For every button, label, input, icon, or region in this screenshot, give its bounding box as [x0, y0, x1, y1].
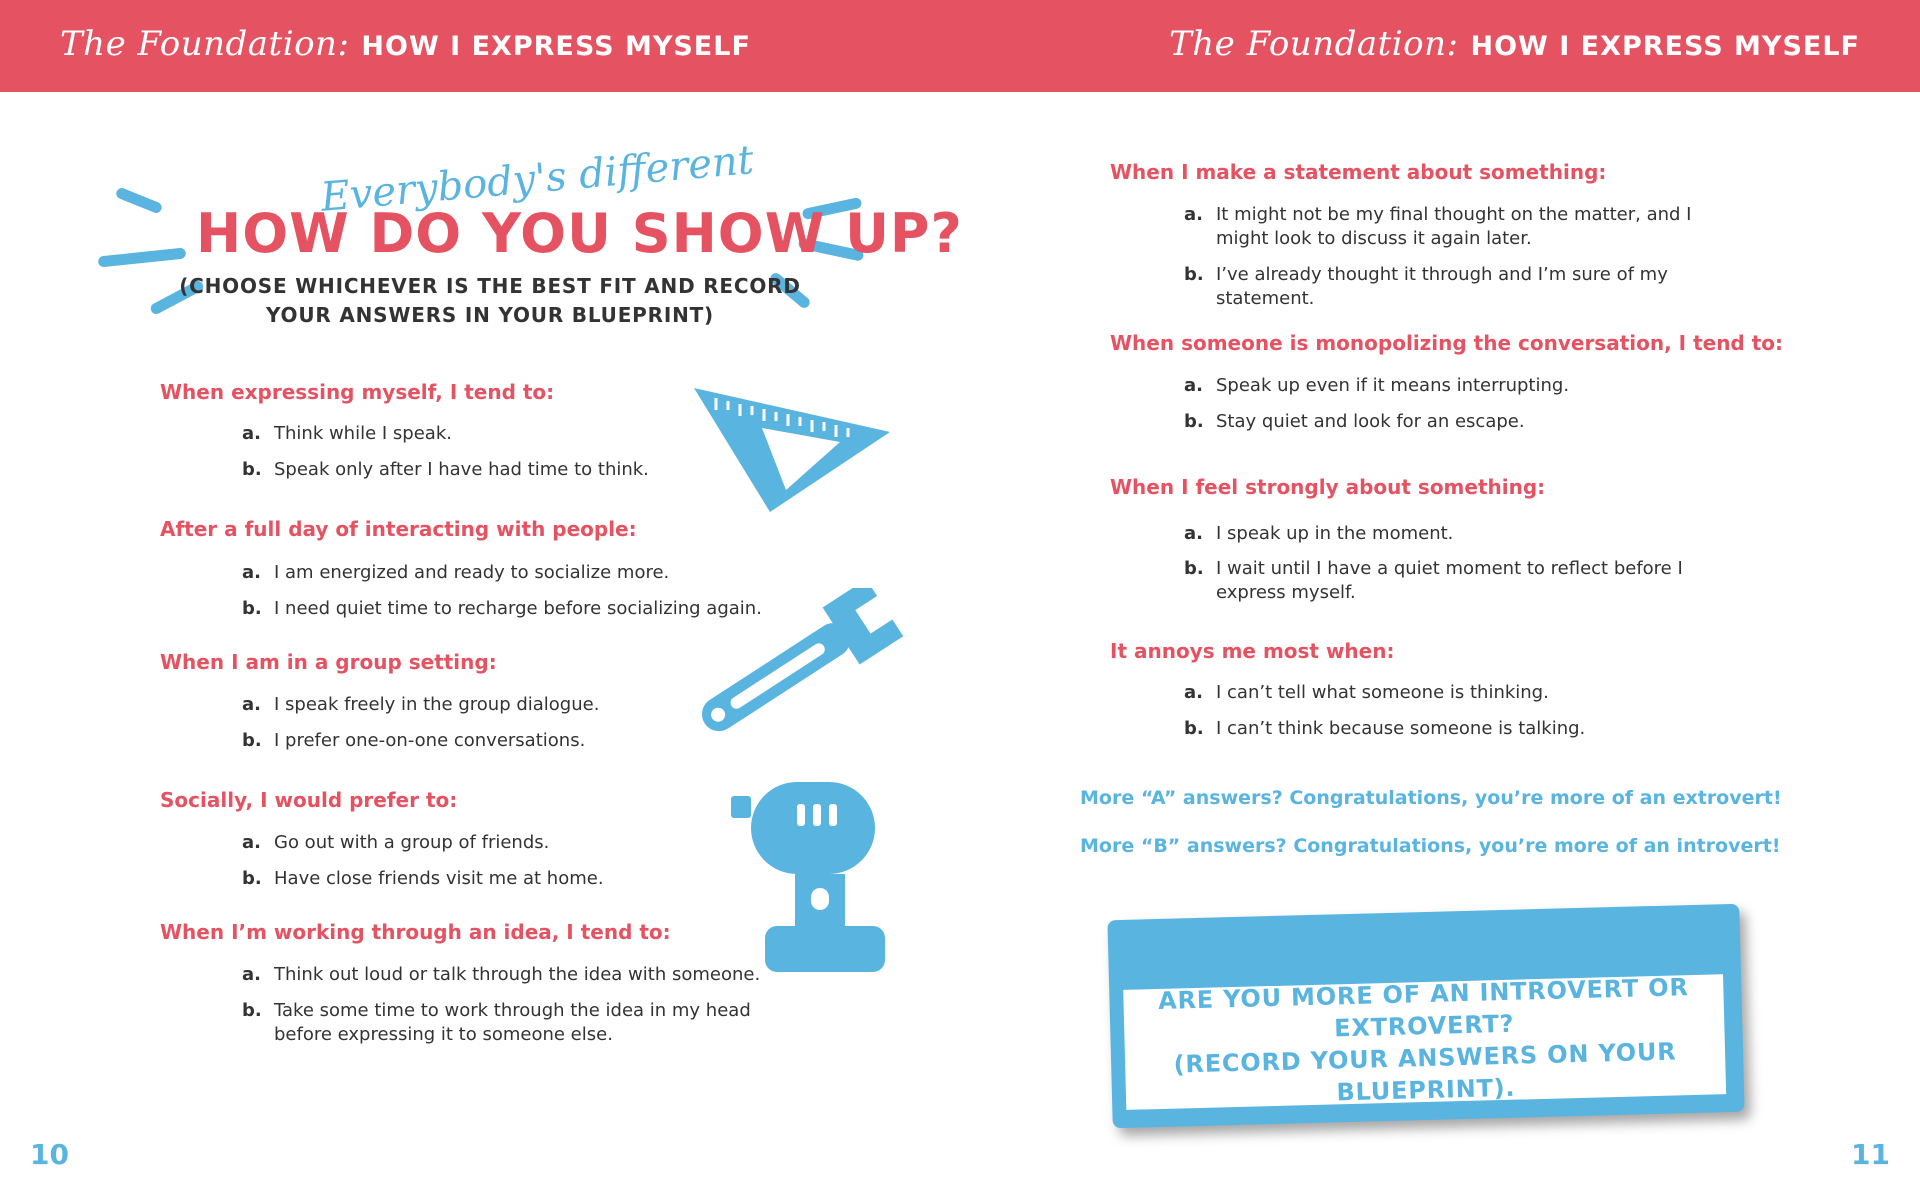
option-text: It might not be my final thought on the matter, and I might look to discuss it again later.: [1216, 204, 1692, 249]
option-text: Go out with a group of friends.: [274, 832, 550, 853]
question-heading: It annoys me most when:: [1110, 639, 1395, 663]
subtitle-line-1: (CHOOSE WHICHEVER IS THE BEST FIT AND RECORD: [179, 274, 801, 298]
option-text: Speak only after I have had time to think.: [274, 459, 649, 480]
answer-option-a: [242, 561, 802, 585]
answer-option-b: [1184, 263, 1764, 311]
answer-option-b: [1184, 717, 1744, 741]
option-text: Think out loud or talk through the idea with someone.: [274, 964, 761, 985]
answer-option-b: [242, 729, 742, 753]
answer-option-b: [242, 458, 742, 482]
option-text: I speak freely in the group dialogue.: [274, 694, 600, 715]
question-heading: When I make a statement about something:: [1110, 160, 1607, 184]
option-letter: b.: [1184, 411, 1204, 432]
running-head-caps: HOW I EXPRESS MYSELF: [1470, 31, 1860, 62]
option-letter: b.: [242, 730, 262, 751]
option-letter: a.: [1184, 375, 1203, 396]
question-heading: When I’m working through an idea, I tend to:: [160, 920, 671, 944]
answer-option-b: [1184, 410, 1744, 434]
title-block: [130, 137, 963, 340]
option-letter: a.: [242, 832, 261, 853]
answer-option-a: [1184, 681, 1744, 705]
option-letter: b.: [242, 868, 262, 889]
option-letter: a.: [242, 964, 261, 985]
option-letter: b.: [1184, 264, 1204, 285]
callout-inner: [1123, 974, 1726, 1110]
answer-option-a: [242, 693, 742, 717]
option-text: I speak up in the moment.: [1216, 523, 1454, 544]
result-introvert: More “B” answers? Congratulations, you’re more of an introvert!: [1080, 835, 1781, 857]
burst-line: [115, 186, 164, 214]
option-letter: b.: [242, 459, 262, 480]
option-letter: a.: [242, 423, 261, 444]
title-script: Everybody's different: [318, 137, 756, 221]
drill-icon: [725, 776, 890, 976]
answer-option-b: [242, 867, 742, 891]
option-text: I prefer one-on-one conversations.: [274, 730, 586, 751]
answer-option-b: [1184, 557, 1684, 605]
option-letter: a.: [1184, 204, 1203, 225]
option-text: I can’t think because someone is talking.: [1216, 718, 1586, 739]
callout-line-1: ARE YOU MORE OF AN INTROVERT OR EXTROVERT?: [1157, 973, 1690, 1043]
question-heading: Socially, I would prefer to:: [160, 788, 458, 812]
ruler-triangle-icon: [690, 380, 900, 515]
answer-option-a: [242, 422, 742, 446]
page-number-left: 10: [30, 1138, 69, 1171]
option-text: I need quiet time to recharge before socializing again.: [274, 598, 762, 619]
result-extrovert: More “A” answers? Congratulations, you’re more of an extrovert!: [1080, 787, 1782, 809]
option-letter: a.: [1184, 523, 1203, 544]
running-head-script: The Foundation:: [1169, 24, 1459, 64]
question-heading: When I feel strongly about something:: [1110, 475, 1546, 499]
option-letter: a.: [1184, 682, 1203, 703]
running-head-left: [60, 24, 751, 76]
option-text: Think while I speak.: [274, 423, 452, 444]
callout-text: [1123, 970, 1726, 1114]
option-text: I wait until I have a quiet moment to reflect before I express myself.: [1216, 558, 1683, 603]
option-text: I can’t tell what someone is thinking.: [1216, 682, 1549, 703]
option-letter: a.: [242, 694, 261, 715]
callout-line-2: (RECORD YOUR ANSWERS ON YOUR BLUEPRINT).: [1173, 1037, 1677, 1107]
question-heading: When I am in a group setting:: [160, 650, 497, 674]
question-heading: When someone is monopolizing the conversation, I tend to:: [1110, 331, 1784, 355]
question-heading: After a full day of interacting with people:: [160, 517, 637, 541]
option-text: Take some time to work through the idea in my head before expressing it to someone else.: [274, 1000, 751, 1045]
answer-option-b: [242, 999, 752, 1047]
option-text: Have close friends visit me at home.: [274, 868, 604, 889]
answer-option-a: [242, 963, 782, 987]
answer-option-a: [1184, 374, 1744, 398]
page-title: HOW DO YOU SHOW UP?: [196, 202, 963, 265]
callout-box: [1107, 904, 1744, 1128]
option-letter: b.: [242, 1000, 262, 1021]
answer-option-a: [242, 831, 742, 855]
wrench-icon: [680, 588, 910, 744]
question-heading: When expressing myself, I tend to:: [160, 380, 555, 404]
option-text: I’ve already thought it through and I’m sure of my statement.: [1216, 264, 1668, 309]
answer-option-a: [1184, 203, 1744, 251]
option-text: Speak up even if it means interrupting.: [1216, 375, 1570, 396]
option-letter: a.: [242, 562, 261, 583]
page-number-right: 11: [1851, 1138, 1890, 1171]
running-head-right: [1169, 24, 1860, 76]
running-head-caps: HOW I EXPRESS MYSELF: [361, 31, 751, 62]
title-subtitle: [130, 272, 810, 330]
option-letter: b.: [242, 598, 262, 619]
option-text: Stay quiet and look for an escape.: [1216, 411, 1525, 432]
option-letter: b.: [1184, 718, 1204, 739]
subtitle-line-2: YOUR ANSWERS IN YOUR BLUEPRINT): [265, 303, 714, 327]
running-head-script: The Foundation:: [60, 24, 350, 64]
option-text: I am energized and ready to socialize more.: [274, 562, 670, 583]
burst-line: [98, 247, 187, 267]
option-letter: b.: [1184, 558, 1204, 579]
answer-option-a: [1184, 522, 1744, 546]
